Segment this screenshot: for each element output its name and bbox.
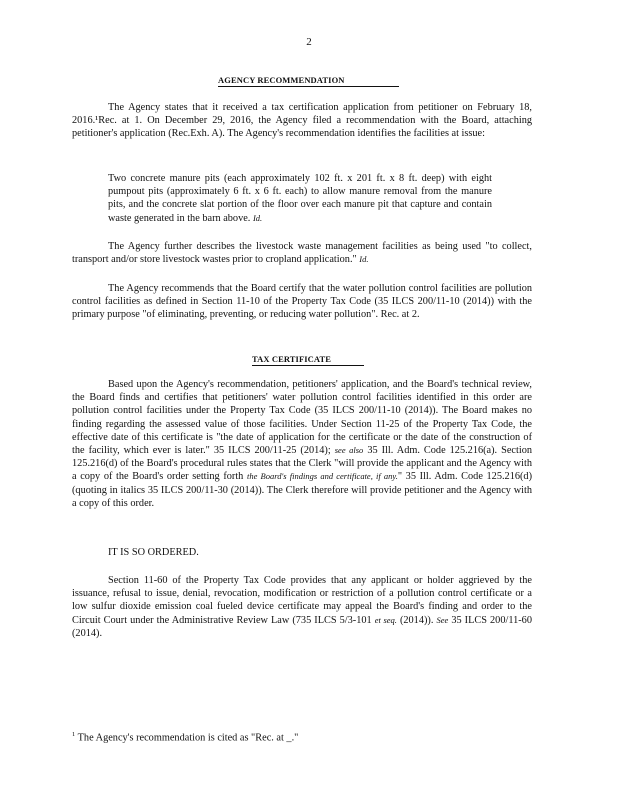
appeal-text-c: 35 ILCS 200/11-60 (2014). xyxy=(72,614,532,639)
paragraph-agency-describes xyxy=(72,240,532,266)
paragraph-appeal-rights xyxy=(72,574,532,640)
board-findings-text-a: Based upon the Agency's recommendation, petitioners' application, and the Board's technical review, the Board finds and certifies that petitioners' water pollution control facilities identified in this order are pollution control facilities under the Property Tax Code (35 ILCS 200/11-10 (2014)). The Board makes no finding regarding the assessed value of those facilities. Under Section 11-25 of the Property Tax Code, the effective date of this certificate is "the date of application for the certificate or the date of the construction of the facility, which ever is later." 35 ILCS 200/11-25 (2014); xyxy=(72,379,532,457)
paragraph-agency-describes-text: The Agency further describes the livestock waste management facilities as being used "to collect, transport and/or store livestock wastes prior to cropland application." xyxy=(72,241,532,266)
appeal-text-a: Section 11-60 of the Property Tax Code provides that any applicant or holder aggrieved by the issuance, refusal to issue, denial, revocation, modification or restriction of a pollution control certificate or a low sulfur dioxide emission coal fueled device certificate may appeal the Board's finding and order to the Circuit Court under the Administrative Review Law (735 ILCS 5/3-101 xyxy=(72,575,532,626)
so-ordered: IT IS SO ORDERED. xyxy=(108,547,199,558)
paragraph-agency-describes-cite: Id. xyxy=(359,254,369,265)
board-findings-text-c: " 35 Ill. Adm. Code 125.216(d) (quoting in italics 35 ILCS 200/11-30 (2014)). The Clerk therefore will provide petitioner and the Agency with a copy of this order. xyxy=(72,471,532,509)
footnote-marker: 1 xyxy=(72,731,76,738)
footnote xyxy=(72,731,532,743)
paragraph-agency-states: The Agency states that it received a tax certification application from petitioner on February 18, 2016.¹Rec. at 1. On December 29, 2016, the Agency filed a recommendation with the Board, attaching petitioner's application (Rec.Exh. A). The Agency's recommendation identifies the facilities at issue: xyxy=(72,102,532,140)
heading-tax-certificate: TAX CERTIFICATE xyxy=(252,354,364,366)
block-quote-facilities xyxy=(108,172,492,225)
page-number: 2 xyxy=(306,36,312,48)
block-quote-text: Two concrete manure pits (each approximately 102 ft. x 201 ft. x 8 ft. deep) with eight pumpout pits (approximately 6 ft. x 6 ft. each) to allow manure removal from the manure pits, and the concrete slat portion of the floor over each manure pit that capture and contain waste generated in the barn above. xyxy=(108,173,492,224)
paragraph-agency-recommends: The Agency recommends that the Board certify that the water pollution control facilities are pollution control facilities as defined in Section 11-10 of the Property Tax Code (35 ILCS 200/11-10 (2014)) with the primary purpose "of eliminating, preventing, or reducing water pollution". Rec. at 2. xyxy=(72,283,532,321)
heading-agency-recommendation: AGENCY RECOMMENDATION xyxy=(218,75,399,87)
appeal-et-seq: et seq. xyxy=(374,614,397,625)
board-findings-see-also: see also xyxy=(334,445,364,456)
footnote-text: The Agency's recommendation is cited as "Rec. at _." xyxy=(77,732,299,744)
block-quote-cite: Id. xyxy=(252,212,263,223)
paragraph-board-findings xyxy=(72,378,532,510)
appeal-text-b: (2014)). xyxy=(399,614,434,626)
appeal-see: See xyxy=(436,614,449,625)
board-findings-text-b: 35 Ill. Adm. Code 125.216(a). Section 125.216(d) of the Board's procedural rules states that the Clerk "will provide the applicant and the Agency with a copy of the Board's order setting forth xyxy=(72,445,532,483)
board-findings-italic-quote: the Board's findings and certificate, if any. xyxy=(246,471,398,482)
